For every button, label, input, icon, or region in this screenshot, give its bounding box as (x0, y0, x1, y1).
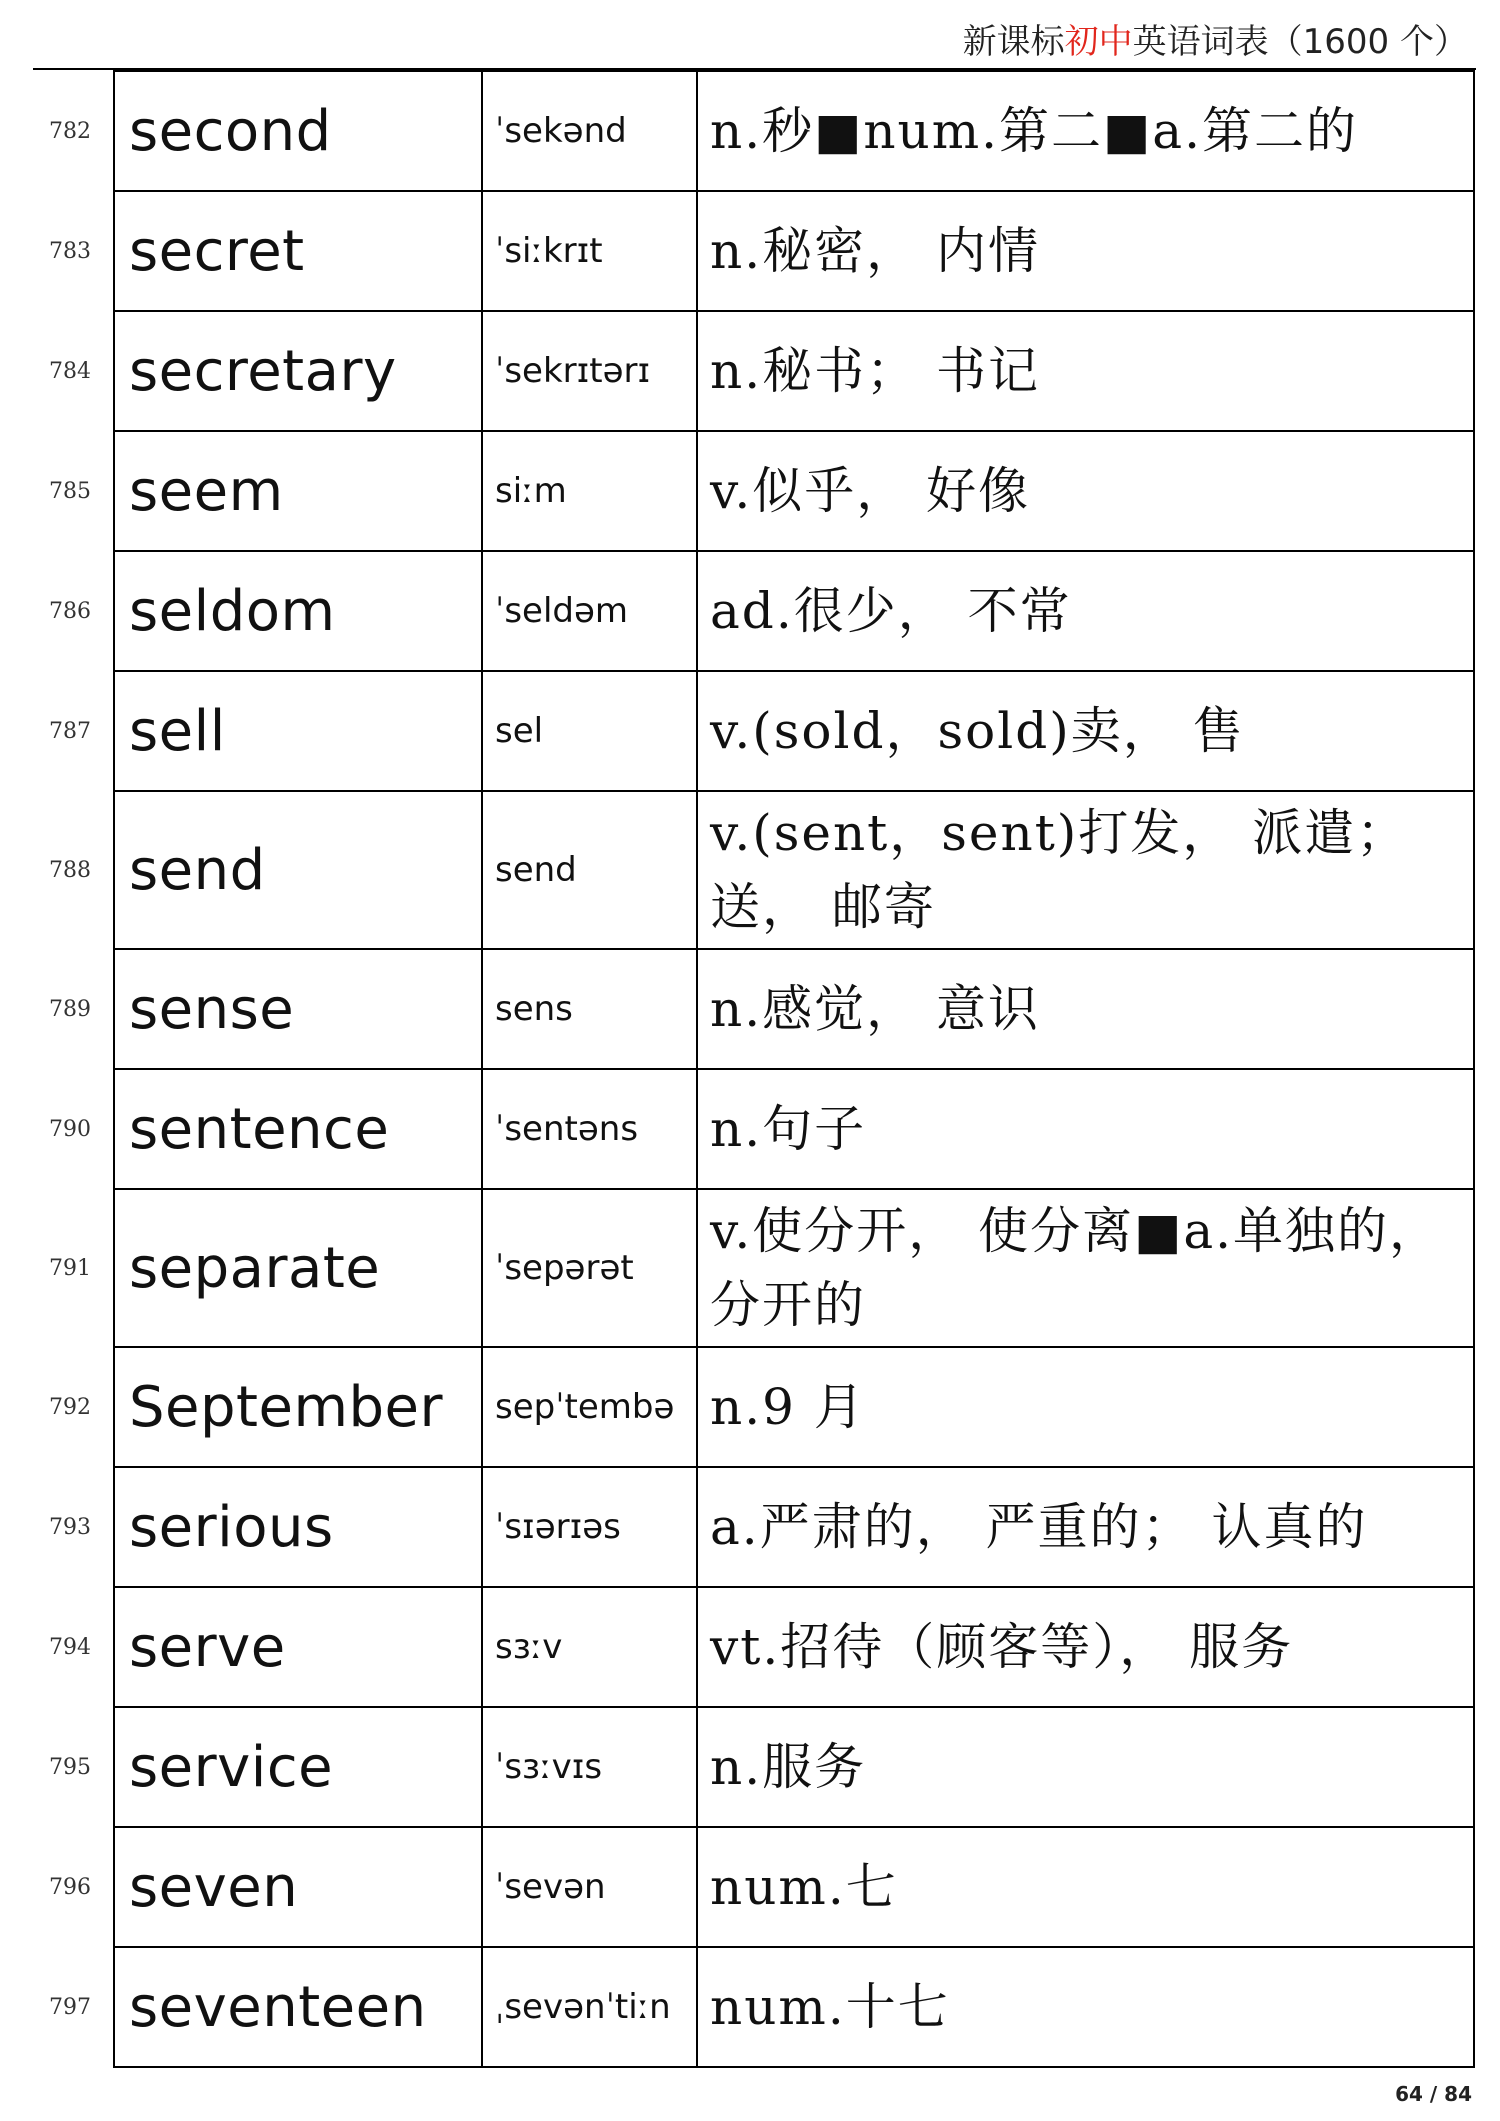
table-row (114, 671, 1474, 791)
entry-phonetic: ˈsevən (482, 1827, 697, 1947)
table-row (114, 1189, 1474, 1347)
entry-definition: a.严肃的， 严重的； 认真的 (697, 1467, 1474, 1587)
entry-definition: v.(sent，sent)打发， 派遣； 送， 邮寄 (697, 791, 1474, 949)
entry-definition: n.句子 (697, 1069, 1474, 1189)
entry-phonetic: ˈsentəns (482, 1069, 697, 1189)
entry-word: September (114, 1347, 482, 1467)
entry-phonetic: sel (482, 671, 697, 791)
entry-phonetic: send (482, 791, 697, 949)
entry-number: 789 (49, 997, 91, 1022)
entry-phonetic: ˈsekənd (482, 71, 697, 191)
title-highlight: 初中 (1064, 22, 1133, 62)
entry-definition: v.使分开， 使分离■a.单独的， 分开的 (697, 1189, 1474, 1347)
entry-number: 784 (49, 359, 91, 384)
entry-definition: v.(sold，sold)卖， 售 (697, 671, 1474, 791)
table-row (114, 311, 1474, 431)
entry-word: seldom (114, 551, 482, 671)
entry-phonetic: sepˈtembə (482, 1347, 697, 1467)
entry-word: secretary (114, 311, 482, 431)
table-row (114, 1467, 1474, 1587)
table-row (114, 191, 1474, 311)
entry-phonetic: ˈsɪərɪəs (482, 1467, 697, 1587)
entry-phonetic: sɜːv (482, 1587, 697, 1707)
entry-number: 795 (49, 1755, 91, 1780)
page-number: 64 / 84 (1395, 2082, 1472, 2106)
entry-number: 797 (49, 1995, 91, 2020)
table-row (114, 949, 1474, 1069)
entry-number: 786 (49, 599, 91, 624)
table-row (114, 1947, 1474, 2067)
entry-definition: n.9 月 (697, 1347, 1474, 1467)
entry-word: sense (114, 949, 482, 1069)
entry-word: service (114, 1707, 482, 1827)
entry-word: sell (114, 671, 482, 791)
entry-word: seem (114, 431, 482, 551)
entry-definition: num.十七 (697, 1947, 1474, 2067)
entry-number: 788 (49, 858, 91, 883)
table-row (114, 551, 1474, 671)
entry-number: 787 (49, 719, 91, 744)
entry-definition: vt.招待（顾客等）， 服务 (697, 1587, 1474, 1707)
entry-phonetic: ˈsɜːvɪs (482, 1707, 697, 1827)
entry-word: seventeen (114, 1947, 482, 2067)
title-prefix: 新课标 (962, 22, 1065, 62)
entry-word: serve (114, 1587, 482, 1707)
entry-definition: ad.很少， 不常 (697, 551, 1474, 671)
entry-definition: n.秒■num.第二■a.第二的 (697, 71, 1474, 191)
table-row (114, 791, 1474, 949)
entry-word: second (114, 71, 482, 191)
entry-number: 785 (49, 479, 91, 504)
entry-number: 790 (49, 1117, 91, 1142)
table-row (114, 1587, 1474, 1707)
entry-number: 793 (49, 1515, 91, 1540)
entry-definition: v.似乎， 好像 (697, 431, 1474, 551)
entry-definition: n.秘密， 内情 (697, 191, 1474, 311)
entry-definition: n.服务 (697, 1707, 1474, 1827)
entry-number: 783 (49, 239, 91, 264)
entry-phonetic: ˈsekrɪtərɪ (482, 311, 697, 431)
table-row (114, 1069, 1474, 1189)
entry-number: 782 (49, 119, 91, 144)
table-row (114, 1827, 1474, 1947)
entry-number: 796 (49, 1875, 91, 1900)
entry-word: sentence (114, 1069, 482, 1189)
entry-word: serious (114, 1467, 482, 1587)
table-row (114, 1707, 1474, 1827)
entry-phonetic: ˈseldəm (482, 551, 697, 671)
entry-definition: n.感觉， 意识 (697, 949, 1474, 1069)
entry-phonetic: sens (482, 949, 697, 1069)
entry-phonetic: ˈsepərət (482, 1189, 697, 1347)
title-suffix: 英语词表（1600 个） (1132, 22, 1468, 62)
entry-word: send (114, 791, 482, 949)
entry-word: seven (114, 1827, 482, 1947)
entry-number: 791 (49, 1256, 91, 1281)
entry-phonetic: siːm (482, 431, 697, 551)
entry-word: secret (114, 191, 482, 311)
entry-definition: num.七 (697, 1827, 1474, 1947)
entry-phonetic: ˌsevənˈtiːn (482, 1947, 697, 2067)
entry-phonetic: ˈsiːkrɪt (482, 191, 697, 311)
vocabulary-table (113, 70, 1475, 2068)
entry-definition: n.秘书； 书记 (697, 311, 1474, 431)
table-row (114, 431, 1474, 551)
entry-word: separate (114, 1189, 482, 1347)
entry-number: 792 (49, 1395, 91, 1420)
table-row (114, 71, 1474, 191)
table-row (114, 1347, 1474, 1467)
entry-number: 794 (49, 1635, 91, 1660)
page-title (963, 14, 1468, 63)
page-header (0, 0, 1500, 70)
